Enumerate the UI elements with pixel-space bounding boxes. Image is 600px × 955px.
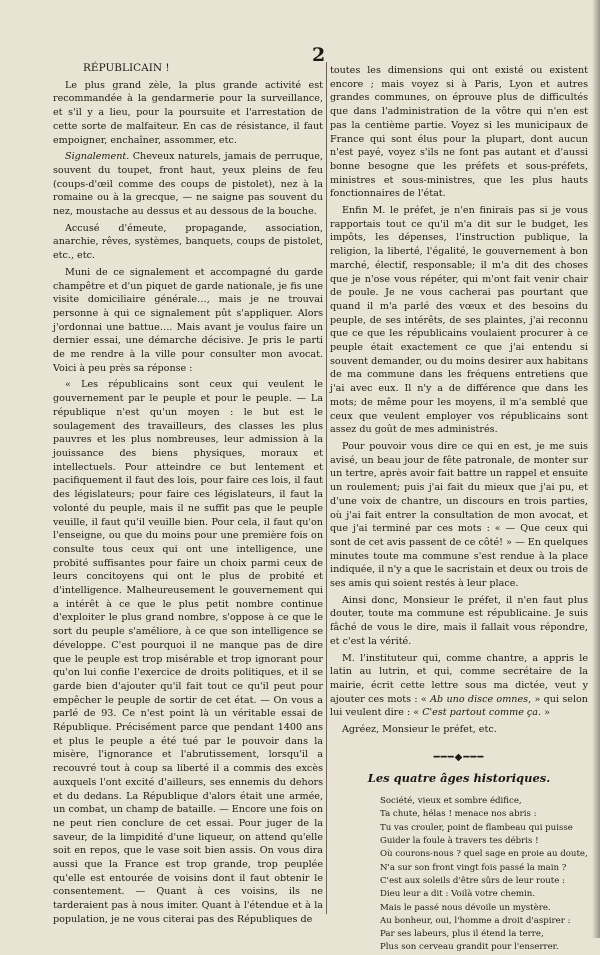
right-column	[330, 64, 588, 955]
poem-title: Les quatre âges historiques.	[367, 771, 551, 786]
paragraph-latin	[330, 652, 588, 721]
signalement-label: Signalement.	[65, 151, 130, 163]
latin-text-a: M. l'instituteur qui, comme chantre, a appris le latin au lutrin, et qui, comme secrétaire de la mairie, écrit cette lettre sous ma dictée, veut y ajouter ces mots : «	[330, 652, 588, 705]
page-edge-shadow	[592, 0, 600, 938]
poem-line: Où courons-nous ? quel sage en proie au doute,	[380, 849, 588, 860]
poem	[380, 795, 588, 955]
paragraph-quote: « Les républicains sont ceux qui veulent le gouvernement par le peuple et pour le peuple. — La république n'est qu'un moyen : le but est le soulagement des travailleurs, des classes les plus pauvres et les plus nombreuses, leur admission à la jouissance des biens physiques, moraux et intellectuels. Pour atteindre ce but lentement et pacifiquement il faut des lois, pour faire ces lois, il faut des législateurs; pour faire ces législateurs, il faut la volonté du peuple, mais il ne suffit pas que le peuple veuille, il faut qu'il veuille bien. Pour cela, il faut qu'on l'enseigne, ou que du moins pour une première fois on consulte tous ceux qui ont une intelligence, une probité suffisantes pour faire un choix parmi ceux de leurs concitoyens qui ont le plus de probité et d'intelligence. Malheureusement le gouvernement qui a intérêt à ce que le plus petit nombre continue d'exploiter le plus grand nombre, s'oppose à ce que le sort du peuple s'améliore, à ce que son intelligence se développe. C'est pourquoi il ne manque pas de dire que le peuple est trop misérable et trop ignorant pour qu'on lui confie l'exercice de droits politiques, et il se garde bien d'ajouter qu'il fait tout ce qu'il peut pour empêcher le peuple de sortir de cet état. — On vous a parlé de 93. Ce n'est point là un véritable essai de République. Précisément parce que pendant 1400 ans et plus le peuple a été tué par le pouvoir dans la misère, l'ignorance et l'abrutissement, lorsqu'il a recouvré tout à coup sa liberté il a commis des excès auxquels l'ont excité d'ailleurs, ses ennemis du dehors et du dedans. La République d'alors était une armée, un combat, un champ de bataille. — Encore une fois on ne peut rien conclure de cet essai. Pour juger de la saveur, de la limpidité d'une liqueur, on attend qu'elle soit en repos, que le vase soit bien assis. On vous dira aussi que la France est trop grande, trop peuplée qu'elle est entourée de voisins dont il faut obtenir le consentement. — Quant à ces voisins, ils ne tarderaient pas à nous imiter. Quant à l'étendue et à la population, je ne vous citerai pas des Républiques de	[53, 379, 323, 925]
poem-line: Par ses labeurs, plus il étend la terre,	[380, 929, 544, 940]
latin-text-e: . »	[538, 707, 550, 719]
paragraph: toutes les dimensions qui ont existé ou existent encore ; mais voyez si à Paris, Lyon et autres grandes communes, on éprouve plus de difficultés que dans l'administration de la vôtre qui n'en est pas la centième partie. Voyez si les municipaux de France qui sont élus pour la plupart, dont aucun n'est payé, voyez s'ils ne font pas autant et d'aussi bonne besogne que les préfets et sous-préfets, ministres et sous-ministres, que les plus hauts fonctionnaires de l'état.	[330, 65, 588, 200]
poem-line: C'est aux soleils d'être sûrs de leur route :	[380, 875, 565, 886]
column-divider	[326, 62, 327, 914]
paragraph: Accusé d'émeute, propagande, association, anarchie, rêves, systèmes, banquets, coups de pistolet, etc., etc.	[53, 222, 323, 262]
poem-line: Dieu leur a dit : Voilà votre chemin.	[380, 889, 536, 900]
paragraph-signalement	[53, 150, 323, 219]
signalement-text: Cheveux naturels, jamais de perruque, souvent du toupet, front haut, yeux pleins de feu (coups-d'œil comme des coups de pistolet), nez à la romaine ou à la grecque, — ne saigne pas souvent du nez, moustache au dessus et au dessous de la bouche.	[53, 151, 323, 218]
paragraph: Muni de ce signalement et accompagné du garde champêtre et d'un piquet de garde nationale, je fis une visite domiciliaire générale…, mais je ne trouvai personne à qui ce signalement pût s'appliquer. Alors j'ordonnai une battue…. Mais avant je voulus faire un dernier essai, une démarche décisive. Je pris le parti de me rendre à la ville pour consulter mon avocat. Voici à peu près sa réponse :	[53, 266, 323, 374]
poem-line: Mais le passé nous dévoile un mystère.	[380, 902, 551, 913]
latin-phrase: Ab uno disce omnes	[430, 693, 529, 705]
left-column	[53, 62, 323, 930]
ornament-divider: ━━━◆━━━	[433, 751, 485, 763]
poem-line: Guider la foule à travers tes débris !	[380, 836, 539, 847]
latin-text-c: , » qui selon lui veulent dire : «	[330, 693, 588, 719]
paragraph: Pour pouvoir vous dire ce qui en est, je me suis avisé, un beau jour de fête patronale, de monter sur un tertre, après avoir fait battre un rappel et ensuite un roulement; puis j'ai fait du mieux que j'ai pu, et d'une voix de chantre, un discours en trois parties, où j'ai fait entrer la consultation de mon avocat, et que j'ai terminé par ces mots : « — Que ceux qui sont de cet avis passent de ce côté! » — En quelques minutes toute ma commune s'est rendue à la place indiquée, il n'y a que le sacristain et deux ou trois de ses amis qui soient restés à leur place.	[330, 440, 588, 590]
translation-phrase: C'est partout comme ça	[422, 707, 539, 719]
closing: Agréez, Monsieur le préfet, etc.	[342, 724, 497, 736]
poem-line: Tu vas crouler, point de flambeau qui puisse	[380, 822, 573, 833]
paragraph: Enfin M. le préfet, je n'en finirais pas si je vous rapportais tout ce qu'il m'a dit sur le budget, les impôts, les dépenses, l'instruction publique, la religion, la liberté, l'égalité, le gouvernement à bon marché, électif, responsable; il m'a dit des choses que je n'ose vous répéter, qui m'ont fait venir chair de poule. Je ne vous cacherai pas pourtant que quand il m'a parlé des vœux et des besoins du peuple, de ses intérêts, de ses plaintes, j'ai reconnu que ce que les républicains voulaient procurer à ce peuple était exactement ce que j'ai entendu si souvent demander, ou du moins desirer aux habitans de ma commune dans les fréquens entretiens que j'ai avec eux. Il n'y a de différence que dans les mots; de même pour les moyens, il m'a semblé que ceux que veulent employer vos républicains sont assez du goût de mes administrés.	[330, 205, 588, 436]
poem-line: Ta chute, hélas ! menace nos abris :	[380, 809, 537, 820]
paragraph: Le plus grand zèle, la plus grande activité est recommandée à la gendarmerie pour la surveillance, et s'il y a lieu, pour la poursuite et l'arrestation de cette sorte de malfaiteur. En cas de résistance, il faut empoigner, enchaîner, assommer, etc.	[53, 79, 323, 146]
section-heading: RÉPUBLICAIN !	[83, 62, 170, 74]
poem-line: Au bonheur, oui, l'homme a droit d'aspirer :	[380, 915, 571, 926]
poem-line: Société, vieux et sombre édifice,	[380, 796, 522, 807]
page-number: 2	[312, 44, 326, 66]
poem-line: N'a sur son front vingt fois passé la main ?	[380, 862, 567, 873]
poem-line: Plus son cerveau grandit pour l'enserrer.	[380, 942, 559, 953]
paragraph: Ainsi donc, Monsieur le préfet, il n'en faut plus douter, toute ma commune est républicaine. Je suis fâché de vous le dire, mais il fallait vous répondre, et c'est la vérité.	[330, 594, 588, 647]
